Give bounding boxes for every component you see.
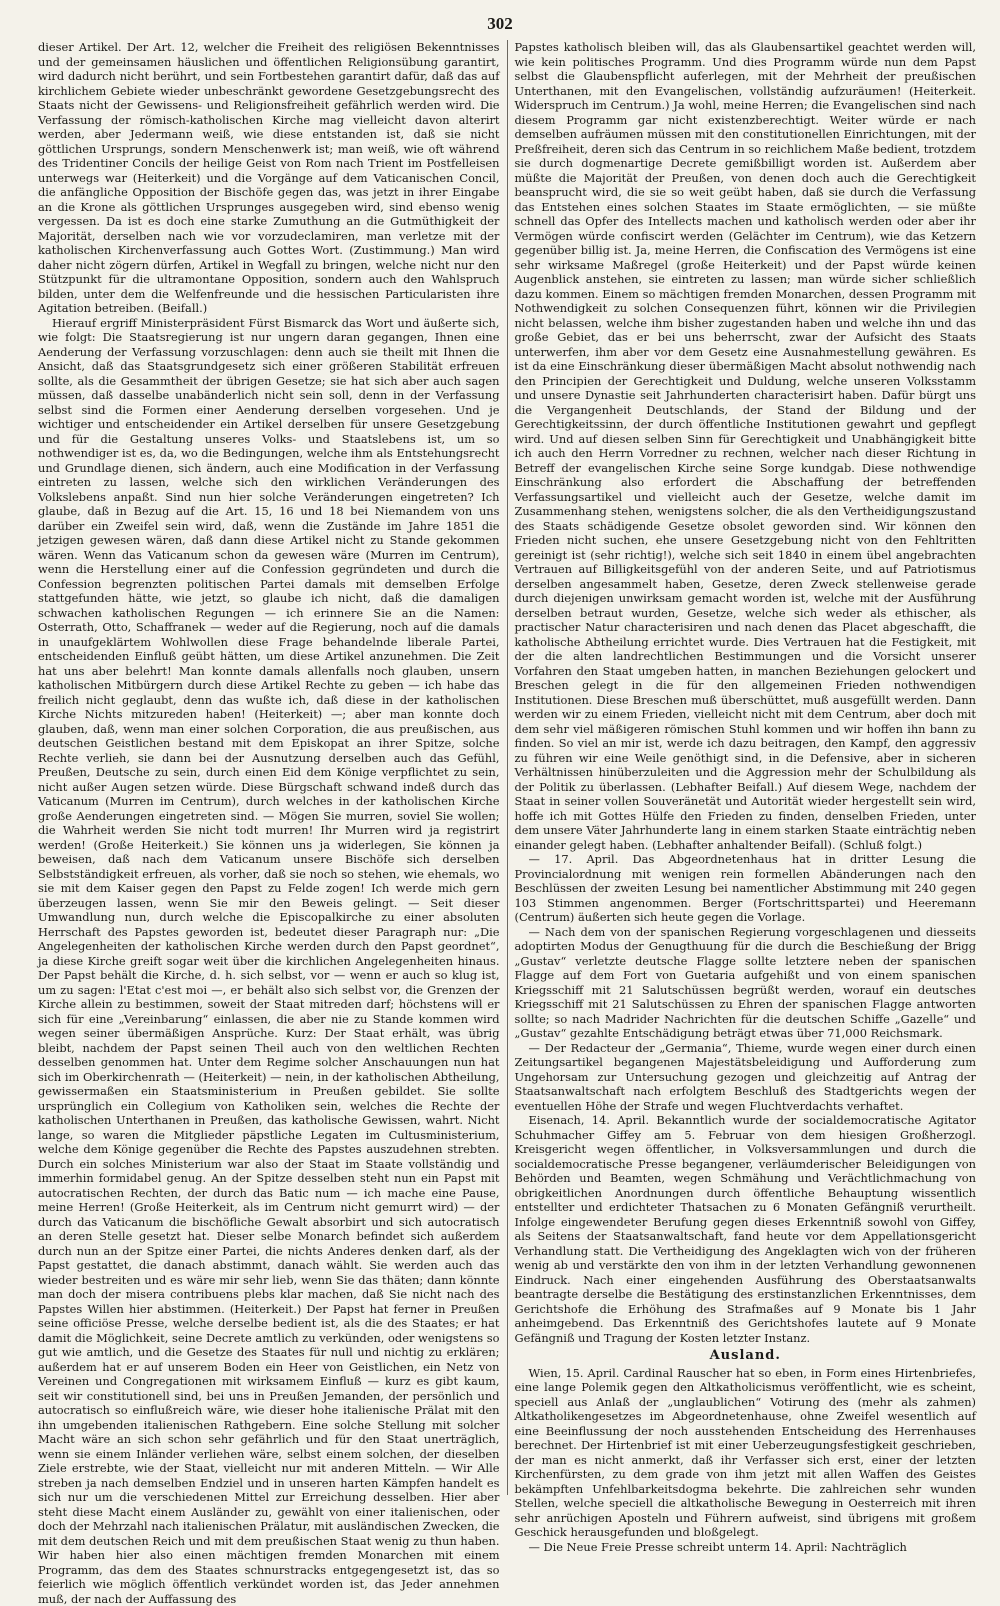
article-paragraph: dieser Artikel. Der Art. 12, welcher die Freiheit des religiösen Bekenntnisses und der gemeinsamen häuslichen und öffentlichen Religionsübung garantirt, wird dadurch nicht berührt, und sein Fortbestehen garantirt dafür, daß das auf kirchlichem Gebiete wieder unbeschränkt gewordene Gesetzgebungsrecht des Staats nicht der Gewissens- und Religionsfreiheit gefährlich werden wird. Die Verfassung der römisch-katholischen Kirche mag vielleicht davon alterirt werden, aber Jedermann weiß, wie diese entstanden ist, daß sie nicht göttlichen Ursprungs, sondern Menschenwerk ist; man weiß, wie oft während des Tridentiner Concils der heilige Geist von Rom nach Trient im Postfelleisen unterwegs war (Heiterkeit) und die Vorgänge auf dem Vaticanischen Concil, die anfängliche Opposition der Bischöfe gegen das, was jetzt in ihrer Eingabe an die Krone als göttlichen Ursprunges ausgegeben wird, sind ebenso wenig vergessen. Da ist es doch eine starke Zumuthung an die Gutmüthigkeit der Majorität, derselben nach wie vor vorzudeclamiren, man verletze mit der katholischen Kirchenverfassung auch Gottes Wort. (Zustimmung.) Man wird daher nicht zögern dürfen, Artikel in Wegfall zu bringen, welche nicht nur den Stützpunkt für die ultramontane Opposition, sondern auch den Wahlspruch bilden, unter dem die Welfenfreunde und die hessischen Particularisten ihre Agitation betreiben. (Beifall.): [38, 40, 500, 316]
article-paragraph: — Die Neue Freie Presse schreibt unterm 14. April: Nachträglich: [515, 1540, 977, 1555]
article-paragraph: Hierauf ergriff Ministerpräsident Fürst Bismarck das Wort und äußerte sich, wie folgt: Die Staatsregierung ist nur ungern daran gegangen, Ihnen eine Aenderung der Verfassung vorzuschlagen: denn auch sie theilt mit Ihnen die Ansicht, daß das Staatsgrundgesetz sich einer größeren Stabilität erfreuen sollte, als die Gesammtheit der übrigen Gesetze; sie hat sich aber auch sagen müssen, daß dasselbe unabänderlich nicht sein soll, denn in der Verfassung selbst sind die Formen einer Aenderung derselben vorgesehen. Und je wichtiger und entscheidender ein Artikel derselben für unsere Gesetzgebung und für die Gestaltung unseres Volks- und Staatslebens ist, um so nothwendiger ist es, da, wo die Bedingungen, welche ihm als Entstehungsrecht und Grundlage dienen, sich ändern, auch eine Modification in der Verfassung eintreten zu lassen, welche sich den wirklichen Veränderungen des Volkslebens anpaßt. Sind nun hier solche Veränderungen eingetreten? Ich glaube, daß in Bezug auf die Art. 15, 16 und 18 bei Niemandem von uns darüber ein Zweifel sein wird, daß, wenn die Zustände im Jahre 1851 die jetzigen gewesen wären, daß dann diese Artikel nicht zu Stande gekommen wären. Wenn das Vaticanum schon da gewesen wäre (Murren im Centrum), wenn die Herstellung einer auf die Confession gegründeten und durch die Confession begrenzten politischen Partei damals mit demselben Erfolge stattgefunden hätte, wie jetzt, so glaube ich nicht, daß die damaligen schwachen katholischen Regungen — ich erinnere Sie an die Namen: Osterrath, Otto, Schaffranek — weder auf die Regierung, noch auf die damals in unaufgeklärtem Wohlwollen diese Frage behandelnde liberale Partei, entscheidenden Einfluß geübt hätten, um diese Artikel anzunehmen. Die Zeit hat uns aber belehrt! Man konnte damals allenfalls noch glauben, unsern katholischen Mitbürgern durch diese Artikel Rechte zu geben — ich habe das freilich nicht geglaubt, denn das wußte ich, daß diese in der katholischen Kirche Nichts mitzureden haben! (Heiterkeit) —; aber man konnte doch glauben, daß, wenn man einer solchen Corporation, die aus preußischen, aus deutschen Geistlichen bestand mit dem Episkopat an ihrer Spitze, solche Rechte verlieh, sie dann bei der Ausnutzung derselben auch das Gefühl, Preußen, Deutsche zu sein, durch einen Eid dem Könige verpflichtet zu sein, nicht außer Augen setzen würde. Diese Bürgschaft schwand indeß durch das Vaticanum (Murren im Centrum), durch welches in der katholischen Kirche große Aenderungen eingetreten sind. — Mögen Sie murren, soviel Sie wollen; die Wahrheit werden Sie nicht todt murren! Ihr Murren wird ja registrirt werden! (Große Heiterkeit.) Sie können uns ja widerlegen, Sie können ja beweisen, daß nach dem Vaticanum unsere Bischöfe sich derselben Selbstständigkeit erfreuen, als vorher, daß sie noch so stehen, wie ehemals, wo sie mit dem Kaiser gegen den Papst zu Felde zogen! Ich werde mich gern überzeugen lassen, wenn Sie mir den Beweis gelingt. — Seit dieser Umwandlung nun, durch welche die Episcopalkirche zu einer absoluten Herrschaft des Papstes geworden ist, bedeutet dieser Paragraph nur: „Die Angelegenheiten der katholischen Kirche werden durch den Papst geordnet“, ja diese Kirche greift sogar weit über die kirchlichen Angelegenheiten hinaus. Der Papst behält die Kirche, d. h. sich selbst, vor — wenn er auch so klug ist, um zu sagen: l'Etat c'est moi —, er behält also sich selbst vor, die Grenzen der Kirche allein zu bestimmen, soweit der Staat mitreden darf; höchstens will er sich für eine „Vereinbarung“ einlassen, die aber nie zu Stande kommen wird wegen seiner übermäßigen Ansprüche. Kurz: Der Staat erhält, was übrig bleibt, nachdem der Papst seinen Theil auch von den weltlichen Rechten desselben genommen hat. Unter dem Regime solcher Anschauungen nun hat sich im Oberkirchenrath — (Heiterkeit) — nein, in der katholischen Abtheilung, gewissermaßen ein Staatsministerium in Preußen gebildet. Sie sollte ursprünglich ein Collegium von Katholiken sein, welches die Rechte der katholischen Unterthanen in Preußen, das katholische Gewissen, wahrt. Nicht lange, so waren die Mitglieder päpstliche Legaten im Cultusministerium, welche dem Könige gegenüber die Rechte des Papstes auszudehnen strebten. Durch ein solches Ministerium war also der Staat im Staate vollständig und immerhin formidabel genug. An der Spitze desselben steht nun ein Papst mit autocratischen Rechten, der durch das Batic num — ich mache eine Pause, meine Herren! (Große Heiterkeit, als im Centrum nicht gemurrt wird) — der durch das Vaticanum die bischöfliche Gewalt absorbirt und sich autocratisch an deren Stelle gesetzt hat. Dieser selbe Monarch befindet sich außerdem durch nun an der Spitze einer Partei, die nichts Anderes denken darf, als der Papst gestattet, die danach abstimmt, danach wählt. Sie werden auch das wieder bestreiten und es wäre mir sehr lieb, wenn Sie das thäten; dann könnte man doch der misera contribuens plebs klar machen, daß Sie nicht nach des Papstes Willen hier abstimmen. (Heiterkeit.) Der Papst hat ferner in Preußen seine officiöse Presse, welche derselbe bedient ist, als die des Staates; er hat damit die Möglichkeit, seine Decrete amtlich zu verkünden, oder wenigstens so gut wie amtlich, und die Gesetze des Staates für null und nichtig zu erklären; außerdem hat er auf unserem Boden ein Heer von Geistlichen, ein Netz von Vereinen und Congregationen mit wirksamem Einfluß — kurz es gibt kaum, seit wir constitutionell sind, bei uns in Preußen Jemanden, der persönlich und autocratisch so einflußreich wäre, wie dieser hohe italienische Prälat mit den ihn umgebenden italienischen Rathgebern. Eine solche Stellung mit solcher Macht wäre an sich schon sehr gefährlich und für den Staat unerträglich, wenn sie einem Inländer verliehen wäre, selbst einem solchen, der dieselben Ziele erstrebte, wie der Staat, vielleicht nur mit anderen Mitteln. — Wir Alle streben ja nach demselben Endziel und in unseren harten Kämpfen handelt es sich nur um die verschiedenen Mittel zur Erreichung desselben. Hier aber steht diese Macht einem Ausländer zu, gewählt von einer italienischen, oder doch der Mehrzahl nach italienischen Prälatur, mit ausländischen Zwecken, die mit dem deutschen Reich und mit dem preußischen Staat wenig zu thun haben. Wir haben hier also einen mächtigen fremden Monarchen mit einem Programm, das dem des Staates schnurstracks entgegengesetzt ist, das so feierlich wie möglich öffentlich verkündet worden ist, das Jeder annehmen muß, der nach der Auffassung des: [38, 316, 500, 1606]
article-paragraph: Eisenach, 14. April. Bekanntlich wurde der socialdemocratische Agitator Schuhmacher Giffey am 5. Februar von dem hiesigen Großherzogl. Kreisgericht wegen öffentlicher, in Volksversammlungen und durch die socialdemocratische Presse begangener, verläumderischer Beleidigungen von Behörden und Beamten, wegen Schmähung und Verächtlichmachung von obrigkeitlichen Anordnungen durch öffentliche Behauptung wissentlich entstellter und erdichteter Thatsachen zu 6 Monaten Gefängniß verurtheilt. Infolge eingewendeter Berufung gegen dieses Erkenntniß sowohl von Giffey, als Seitens der Staatsanwaltschaft, fand heute vor dem Appellationsgericht Verhandlung statt. Die Vertheidigung des Angeklagten wich von der früheren wenig ab und verstärkte den von ihm in der letzten Verhandlung gewonnenen Eindruck. Nach einer eingehenden Ausführung des Oberstaatsanwalts beantragte derselbe die Bestätigung des erstinstanzlichen Erkenntnisses, dem Gerichtshofe die Erhöhung des Strafmaßes auf 9 Monate bis 1 Jahr anheimgebend. Das Erkenntniß des Gerichtshofes lautete auf 9 Monate Gefängniß und Tragung der Kosten letzter Instanz.: [515, 1113, 977, 1345]
article-paragraph: — Nach dem von der spanischen Regierung vorgeschlagenen und diesseits adoptirten Modus der Genugthuung für die durch die Beschießung der Brigg „Gustav“ verletzte deutsche Flagge sollte letztere neben der spanischen Flagge auf dem Fort von Guetaria aufgehißt und von einem spanischen Kriegsschiff mit 21 Salutschüssen begrüßt werden, worauf ein deutsches Kriegsschiff mit 21 Salutschüssen zu Ehren der spanischen Flagge antworten sollte; so nach Madrider Nachrichten für die deutschen Schiffe „Gazelle“ und „Gustav“ gezahlte Entschädigung beträgt etwas über 71,000 Reichsmark.: [515, 925, 977, 1041]
page-number: 302: [0, 14, 1000, 34]
right-column: [515, 40, 977, 1495]
column-divider: [507, 40, 508, 1495]
article-paragraph: — Der Redacteur der „Germania“, Thieme, wurde wegen einer durch einen Zeitungsartikel begangenen Majestätsbeleidigung und Aufforderung zum Ungehorsam zur Untersuchung gezogen und gleichzeitig auf Antrag der Staatsanwaltschaft nach erfolgtem Beschluß des Stadtgerichts wegen der eventuellen Höhe der Strafe und wegen Fluchtverdachts verhaftet.: [515, 1041, 977, 1114]
section-title-ausland: Ausland.: [515, 1349, 977, 1364]
article-paragraph: — 17. April. Das Abgeordnetenhaus hat in dritter Lesung die Provincialordnung mit wenigen rein formellen Abänderungen nach den Beschlüssen der zweiten Lesung bei namentlicher Abstimmung mit 240 gegen 103 Stimmen angenommen. Berger (Fortschrittspartei) und Heeremann (Centrum) äußerten sich heute gegen die Vorlage.: [515, 852, 977, 925]
left-column: [38, 40, 500, 1495]
article-paragraph: Wien, 15. April. Cardinal Rauscher hat so eben, in Form eines Hirtenbriefes, eine lange Polemik gegen den Altkatholicismus veröffentlicht, wie es scheint, speciell aus Anlaß der „unglaublichen“ Votirung des (mehr als zahmen) Altkatholikengesetzes im Abgeordnetenhause, ohne Zweifel wesentlich auf eine Beeinflussung der noch ausstehenden Entscheidung des Herrenhauses berechnet. Der Hirtenbrief ist mit einer Ueberzeugungsfestigkeit geschrieben, der man es nicht anmerkt, daß ihr Verfasser sich erst, einer der letzten Kirchenfürsten, zu dem grade von ihm jetzt mit allen Waffen des Geistes bekämpften Unfehlbarkeitsdogma bekehrte. Die zahlreichen sehr wunden Stellen, welche speciell die altkatholische Bewegung in Oesterreich mit ihren sehr anrüchigen Aposteln und Führern aufweist, sind übrigens mit großem Geschick herausgefunden und bloßgelegt.: [515, 1366, 977, 1540]
article-paragraph: Papstes katholisch bleiben will, das als Glaubensartikel geachtet werden will, wie kein politisches Programm. Und dies Programm würde nun dem Papst selbst die Glaubenspflicht auferlegen, mit der Mehrheit der preußischen Unterthanen, mit den Evangelischen, vollständig aufzuräumen! (Heiterkeit. Widerspruch im Centrum.) Ja wohl, meine Herren; die Evangelischen sind nach diesem Programm gar nicht existenzberechtigt. Weiter würde er nach demselben aufräumen müssen mit den constitutionellen Einrichtungen, mit der Preßfreiheit, deren sich das Centrum in so reichlichem Maße bedient, trotzdem sie durch dogmenartige Decrete gemißbilligt worden ist. Außerdem aber müßte die Majorität der Preußen, von denen doch auch die Gerechtigkeit beansprucht wird, die sie so weit geübt haben, daß sie durch die Verfassung das Entstehen eines solchen Staates im Staate ermöglichten, — sie müßte schnell das Opfer des Intellects machen und katholisch werden oder aber ihr Vermögen würde confiscirt werden (Gelächter im Centrum), wie das Ketzern gegenüber billig ist. Ja, meine Herren, die Confiscation des Vermögens ist eine sehr wirksame Maßregel (große Heiterkeit) und der Papst würde keinen Augenblick anstehen, sie eintreten zu lassen; man würde sicher schließlich dazu kommen. Einem so mächtigen fremden Monarchen, dessen Programm mit Nothwendigkeit zu solchen Consequenzen führt, können wir die Privilegien nicht belassen, welche ihm bisher zugestanden haben und welche ihn und das große Gebiet, das er bei uns beherrscht, zwar der Aufsicht des Staats unterwerfen, ihm aber vor dem Gesetz eine Ausnahmestellung gewähren. Es ist da eine Einschränkung dieser übermäßigen Macht absolut nothwendig nach den Principien der Gerechtigkeit und Duldung, welche unseren Volksstamm und unsere Dynastie seit Jahrhunderten characterisirt haben. Dafür bürgt uns die Vergangenheit Deutschlands, der Stand der Bildung und der Gerechtigkeitssinn, der durch öffentliche Institutionen gewahrt und gepflegt wird. Und auf diesen selben Sinn für Gerechtigkeit und Unabhängigkeit bitte ich auch den Herrn Vorredner zu rechnen, welcher nach dieser Richtung in Betreff der evangelischen Kirche seine Sorge kundgab. Diese nothwendige Einschränkung also erfordert die Abschaffung der betreffenden Verfassungsartikel und vielleicht auch der Gesetze, welche damit im Zusammenhang stehen, wenigstens solcher, die als den Vertheidigungszustand des Staats schädigende Gesetze obsolet geworden sind. Wir können den Frieden nicht suchen, ehe unsere Gesetzgebung nicht von den Fehltritten gereinigt ist (sehr richtig!), welche sich seit 1840 in einem übel angebrachten Vertrauen auf Billigkeitsgefühl von der anderen Seite, und auf Patriotismus derselben angesammelt haben, Gesetze, deren Zweck stellenweise gerade durch diejenigen unwirksam gemacht worden ist, welche mit der Ausführung derselben betraut wurden, Gesetze, welche sich weder als ethischer, als practischer Natur characterisiren und nach denen das Placet abgeschafft, die katholische Abtheilung errichtet wurde. Dies Vertrauen hat die Festigkeit, mit der die alten landrechtlichen Bestimmungen und die Vorsicht unserer Vorfahren den Staat umgeben hatten, in manchen Beziehungen gelockert und Breschen gelegt in die für den allgemeinen Frieden nothwendigen Institutionen. Diese Breschen muß überschüttet, muß ausgefüllt werden. Dann werden wir zu einem Frieden, vielleicht nicht mit dem Centrum, aber doch mit dem sehr viel mäßigeren römischen Stuhl kommen und wir hoffen ihn bann zu finden. So viel an mir ist, werde ich dazu beitragen, den Kampf, den aggressiv zu führen wir eine Weile genöthigt sind, in die Defensive, aber in sicheren Verhältnissen hinüberzuleiten und die Aggression mehr der Schulbildung als der Politik zu überlassen. (Lebhafter Beifall.) Auf diesem Wege, nachdem der Staat in seiner vollen Souveränetät und Autorität wieder hergestellt sein wird, hoffe ich mit Gottes Hülfe den Frieden zu finden, denselben Frieden, unter dem unsere Väter Jahrhunderte lang in einem starken Staate einträchtig neben einander gelegt haben. (Lebhafter anhaltender Beifall). (Schluß folgt.): [515, 40, 977, 852]
article-columns: [38, 40, 976, 1495]
